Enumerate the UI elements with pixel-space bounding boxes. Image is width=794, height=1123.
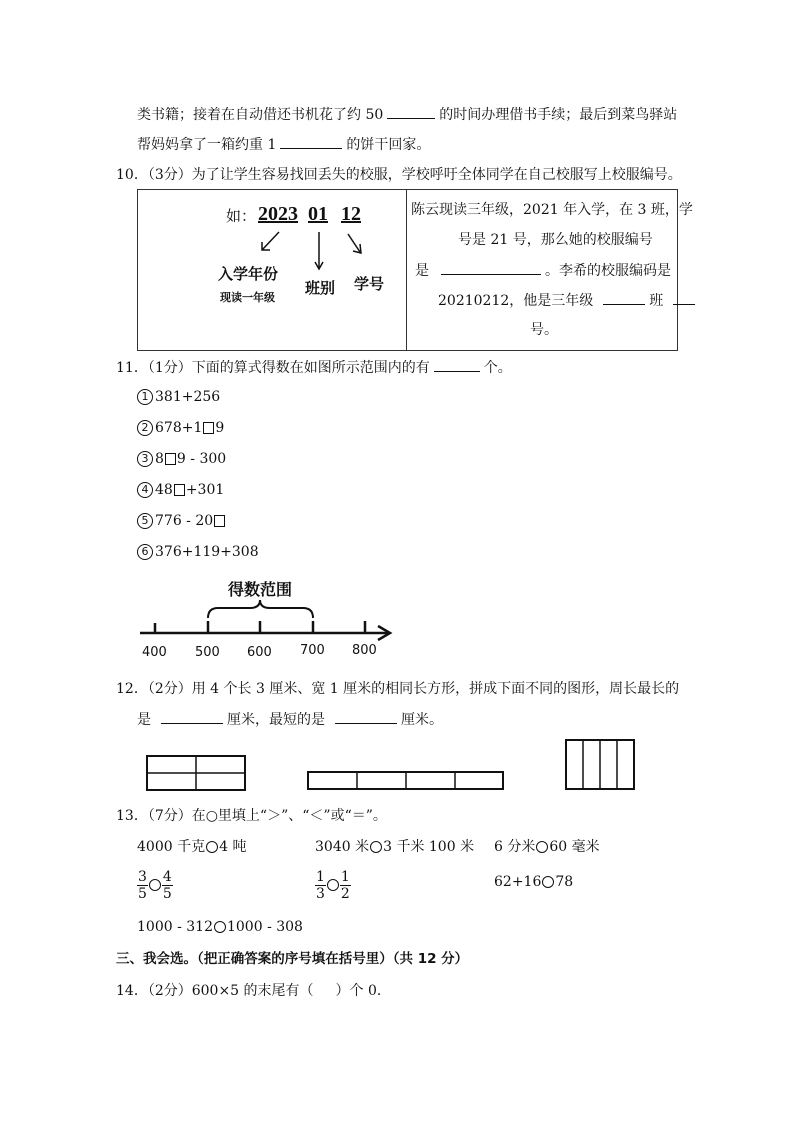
compare-circle[interactable] xyxy=(214,921,226,933)
q11-item-6: 6 376+119+308 xyxy=(137,542,259,562)
compare-circle[interactable] xyxy=(542,876,554,888)
q10-table xyxy=(137,189,693,351)
q12-stem: 12．（2分）用 4 个长 3 厘米、宽 1 厘米的相同长方形，拼成下面不同的图形，周长最长的 xyxy=(116,681,680,697)
q11-item-1: 1 381+256 xyxy=(137,387,220,407)
answer-blank[interactable] xyxy=(603,290,645,305)
q11-item-4: 4 48 +301 xyxy=(137,480,224,500)
q11-item-2: 2 678+1 9 xyxy=(137,418,224,438)
answer-blank[interactable] xyxy=(161,709,223,724)
compare-3: 6 分米 60 毫米 xyxy=(494,839,600,855)
right-line1: 陈云现读三年级，2021 年入学，在 3 班，学 xyxy=(411,202,693,218)
q10-stem: 10．（3分）为了让学生容易找回丢失的校服，学校呼吁全体同学在自己校服写上校服编号。 xyxy=(116,167,682,183)
digit-box xyxy=(203,422,214,434)
compare-5 xyxy=(315,868,351,902)
label-num: 学号 xyxy=(354,275,385,293)
tick-600: 600 xyxy=(247,645,272,660)
fraction: $\frac{4}{5}$ xyxy=(162,868,172,902)
fraction: $\frac{3}{5}$ xyxy=(138,868,147,902)
answer-blank[interactable] xyxy=(280,134,342,149)
q12-line2: 是 厘米，最短的是 厘米。 xyxy=(137,709,443,730)
answer-blank[interactable] xyxy=(335,709,397,724)
code-class: 01 xyxy=(308,203,328,225)
compare-circle[interactable] xyxy=(206,841,218,853)
code-num: 12 xyxy=(341,203,361,225)
compare-circle[interactable] xyxy=(370,841,382,853)
compare-2: 3040 米 3 千米 100 米 xyxy=(315,839,475,855)
q11-item-3: 3 8 9 - 300 xyxy=(137,449,226,469)
tick-800: 800 xyxy=(352,643,377,658)
compare-1: 4000 千克 4 吨 xyxy=(137,839,247,855)
code-year: 2023 xyxy=(258,203,298,225)
compare-4 xyxy=(137,868,173,902)
digit-box xyxy=(174,484,185,496)
digit-box xyxy=(165,453,176,465)
q11-stem: 11．（1分）下面的算式得数在如图所示范围内的有 个。 xyxy=(116,357,512,378)
compare-circle[interactable] xyxy=(149,879,161,891)
compare-7: 1000 - 312 1000 - 308 xyxy=(137,919,303,935)
answer-blank[interactable] xyxy=(387,104,435,119)
answer-blank[interactable] xyxy=(673,290,695,305)
q14-stem: 14．（2分）600×5 的末尾有（ ）个 0． xyxy=(116,983,391,999)
range-label: 得数范围 xyxy=(228,580,293,599)
compare-circle[interactable] xyxy=(536,841,548,853)
tick-400: 400 xyxy=(142,645,167,660)
fraction: $\frac{1}{3}$ xyxy=(316,868,325,902)
answer-blank[interactable] xyxy=(441,260,541,275)
compare-circle[interactable] xyxy=(327,879,339,891)
label-year-sub: 现读一年级 xyxy=(220,291,275,304)
right-line2: 号是 21 号，那么她的校服编号 xyxy=(458,232,653,248)
tick-700: 700 xyxy=(300,643,325,658)
label-year: 入学年份 xyxy=(218,265,279,283)
q9-line1: 类书籍；接着在自动借还书机花了约 50 的时间办理借书手续；最后到菜鸟驿站 xyxy=(137,104,677,125)
compare-6: 62+16 78 xyxy=(494,874,574,890)
right-line4: 20210212，他是三年级 班 xyxy=(438,290,699,311)
example-prefix: 如： xyxy=(226,207,257,225)
right-line3: 是 。李希的校服编码是 xyxy=(415,260,671,281)
q9-line2: 帮妈妈拿了一箱约重 1 的饼干回家。 xyxy=(137,134,430,155)
answer-blank[interactable] xyxy=(434,357,480,372)
label-class: 班别 xyxy=(305,279,336,297)
digit-box xyxy=(214,515,225,527)
tick-500: 500 xyxy=(195,645,220,660)
section-3-heading: 三、我会选。（把正确答案的序号填在括号里）（共 12 分） xyxy=(116,951,469,967)
right-line5: 号。 xyxy=(530,322,558,338)
q13-stem: 13．（7分）在○里填上“＞”、“＜”或“＝”。 xyxy=(116,808,387,824)
rectangle-shapes xyxy=(146,738,646,794)
q11-item-5: 5 776 - 20 xyxy=(137,511,226,531)
table-divider xyxy=(406,190,407,350)
fraction: $\frac{1}{2}$ xyxy=(340,868,350,902)
